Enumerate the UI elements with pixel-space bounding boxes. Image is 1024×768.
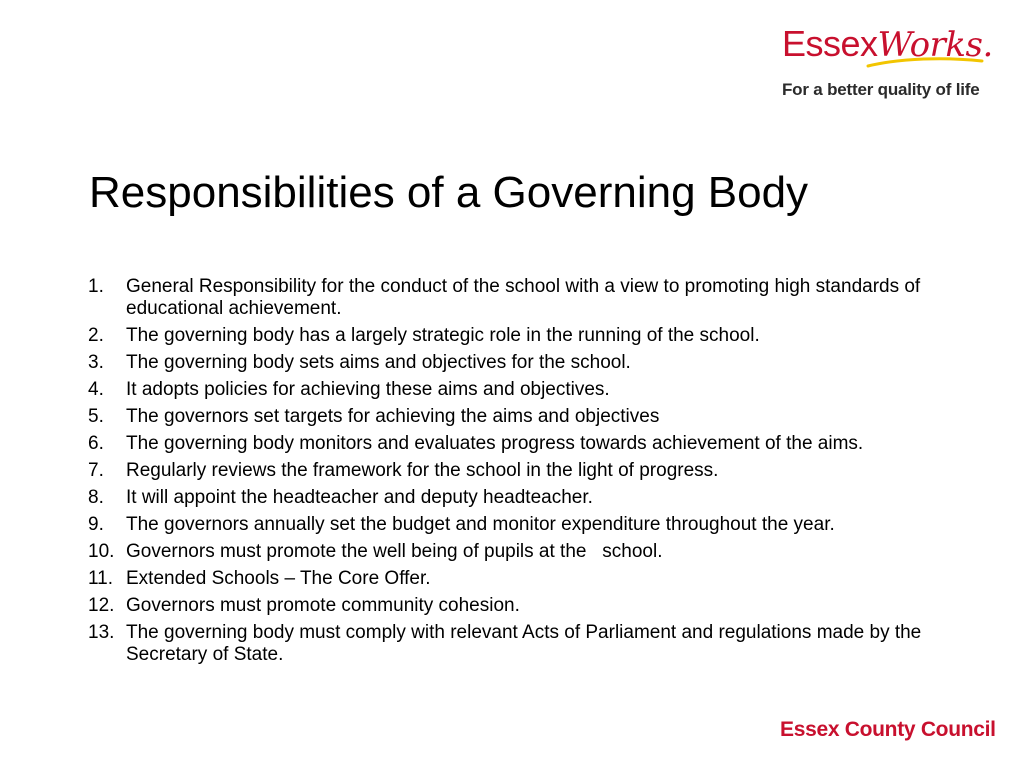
- list-item-number: 8.: [88, 487, 104, 508]
- list-item-number: 5.: [88, 406, 104, 427]
- list-item: [88, 433, 948, 455]
- list-item-number: 11.: [88, 568, 114, 589]
- list-item-number: 6.: [88, 433, 104, 454]
- list-item-text: The governors set targets for achieving the aims and objectives: [126, 406, 660, 427]
- list-item: [88, 622, 948, 666]
- list-item-text: Extended Schools – The Core Offer.: [126, 568, 431, 589]
- list-item-number: 9.: [88, 514, 104, 535]
- responsibilities-list: [88, 276, 948, 671]
- list-item: [88, 487, 948, 509]
- list-item: [88, 460, 948, 482]
- list-item-text: The governing body must comply with relevant Acts of Parliament and regulations made by the Secretary of State.: [126, 622, 922, 665]
- list-item-number: 1.: [88, 276, 104, 297]
- logo-works-text: Works.: [877, 25, 993, 65]
- essex-works-logo: [780, 18, 993, 108]
- list-item-number: 12.: [88, 595, 115, 616]
- list-item-text: General Responsibility for the conduct of the school with a view to promoting high standards of educational achievement.: [126, 276, 921, 319]
- logo-essex-text: Essex: [782, 23, 878, 64]
- list-item: [88, 514, 948, 536]
- list-item: [88, 406, 948, 428]
- list-item-number: 3.: [88, 352, 104, 373]
- list-item: [88, 325, 948, 347]
- list-item: [88, 352, 948, 374]
- list-item-text: It adopts policies for achieving these aims and objectives.: [126, 379, 610, 400]
- list-item-text: The governing body has a largely strategic role in the running of the school.: [126, 325, 760, 346]
- list-item-number: 7.: [88, 460, 104, 481]
- list-item-text: The governors annually set the budget and monitor expenditure throughout the year.: [126, 514, 835, 535]
- list-item-text: It will appoint the headteacher and deputy headteacher.: [126, 487, 593, 508]
- list-item: [88, 595, 948, 617]
- logo-tagline: For a better quality of life: [782, 80, 980, 99]
- page-title: Responsibilities of a Governing Body: [89, 168, 809, 217]
- list-item-number: 13.: [88, 622, 115, 643]
- list-item-text: Governors must promote community cohesion.: [126, 595, 520, 616]
- list-item-number: 2.: [88, 325, 104, 346]
- list-item: [88, 379, 948, 401]
- list-item-text: The governing body sets aims and objectives for the school.: [126, 352, 631, 373]
- logo-swoosh-icon: [866, 56, 984, 70]
- list-item-text: Regularly reviews the framework for the school in the light of progress.: [126, 460, 719, 481]
- list-item-number: 4.: [88, 379, 104, 400]
- list-item-text: Governors must promote the well being of pupils at the school.: [126, 541, 663, 562]
- list-item-number: 10.: [88, 541, 115, 562]
- list-item: [88, 276, 948, 320]
- essex-county-council-logo: Essex County Council: [780, 718, 996, 741]
- list-item-text: The governing body monitors and evaluates progress towards achievement of the aims.: [126, 433, 864, 454]
- list-item: [88, 541, 948, 563]
- list-item: [88, 568, 948, 590]
